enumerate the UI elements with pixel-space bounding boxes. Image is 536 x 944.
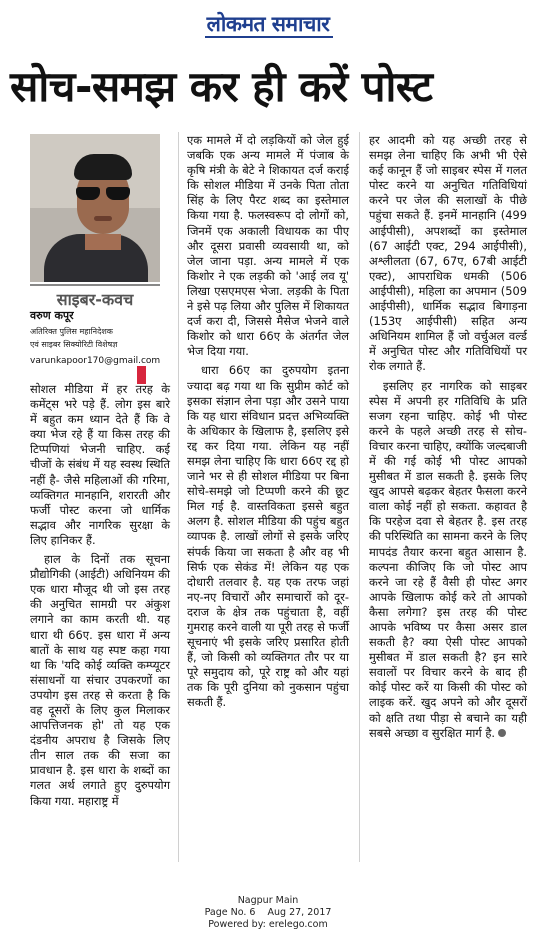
paragraph: एक मामले में दो लड़कियों को जेल हुई जबकि एक अन्य मामले में पंजाब के कृषि मंत्री के बेटे ने शिकायत दर्ज कराई कि सोशल मीडिया में उनके पिता तोता सिंह के लिए पैरट शब्द का इस्तेमाल किया गया है. फलस्वरूप दो लोगों को, जिनमें एक अकाली विधायक का पीए और दूसरा प्रवासी व्यवसायी था, को जेल जाना पड़ा. अन्य मामले में एक किशोर ने एक लड़की को 'आई लव यू' लिखा एसएमएस भेजा. लड़की के पिता ने इसे पढ़ लिया और पुलिस में शिकायत दर्ज करा दी, जिससे मैसेज भेजने वाले किशोर को धारा 66ए के अंतर्गत जेल भेज दिया गया. — [187, 133, 349, 359]
edition-name: Nagpur Main — [237, 895, 299, 906]
article-column-2 — [187, 133, 349, 711]
author-email: varunkapoor170@gmail.com — [30, 356, 161, 366]
author-role-line1: अतिरिक्त पुलिस महानिदेशक — [30, 327, 113, 336]
paragraph: हाल के दिनों तक सूचना प्रौद्योगिकी (आईटी) अधिनियम की एक धारा मौजूद थी जो इस तरह की अनुचित सामग्री पर अंकुश लगाने का काम करती थी. यह धारा थी 66ए. इस धारा में अन्य बातों के साथ यह स्पष्ट कहा गया था कि 'यदि कोई व्यक्ति कम्प्यूटर संसाधनों या संचार उपकरणों का उपयोग इस तरह से करता है कि वह दूसरों के लिए कुल मिलाकर आपत्तिजनक हो' तो यह एक दंडनीय अपराध है जिसके लिए तीन साल तक की सजा का प्रावधान है. इस धारा के शब्दों का गलत अर्थ लगाते हुए दुरुपयोग किया गया. महाराष्ट्र में — [30, 552, 170, 808]
page-and-date: Page No. 6 Aug 27, 2017 — [204, 907, 332, 918]
author-role-line2: एवं साइबर सिक्योरिटी विशेषज्ञ — [30, 340, 118, 349]
author-name: वरुण कपूर — [30, 309, 74, 322]
page-footer — [0, 895, 536, 931]
column-divider — [178, 132, 179, 862]
end-of-article-icon — [498, 729, 506, 737]
column-kicker: साइबर-कवच — [30, 284, 160, 310]
powered-by: Powered by: erelego.com — [208, 919, 328, 930]
paragraph: हर आदमी को यह अच्छी तरह से समझ लेना चाहिए कि अभी भी ऐसे कई कानून हैं जो साइबर स्पेस में गलत पोस्ट करने या अनुचित गतिविधियां करने पर जेल की सलाखों के पीछे पहुंचा सकते हैं. इनमें मानहानि (499 आईपीसी), अपशब्दों का इस्तेमाल (67 आईटी एक्ट, 294 आईपीसी), अश्लीलता (67, 67ए, 67बी आईटी एक्ट), आपराधिक धमकी (506 आईपीसी), महिला का अपमान (509 आईपीसी), धार्मिक सद्भाव बिगाड़ना (153ए आईपीसी) सहित अन्य अधिनियम शामिल हैं जो वर्चुअल वर्ल्ड में अनुचित पोस्ट और गतिविधियों पर रोक लगाते हैं. — [369, 133, 527, 374]
column-divider — [359, 132, 360, 862]
article-column-3 — [369, 133, 527, 741]
paragraph: सोशल मीडिया में हर तरह के कमेंट्स भरे पड़े हैं. लोग इस बारे में बहुत कम ध्यान देते हैं कि वे क्या भेज रहे हैं या किस तरह की टिप्पणियां भेजनी चाहिए. कई चीजों के संबंध में यह स्वस्थ स्थिति नहीं है- जैसे महिलाओं की गरिमा, व्यक्तिगत मानहानि, शरारती और फर्जी पोस्ट करना जो धार्मिक सद्भाव और नागरिक सुरक्षा के लिए हानिकर हैं. — [30, 382, 170, 547]
masthead — [0, 0, 536, 42]
newspaper-logo: लोकमत समाचार — [206, 12, 330, 36]
paragraph — [369, 379, 527, 741]
author-photo — [30, 134, 160, 282]
paragraph: धारा 66ए का दुरुपयोग इतना ज्यादा बढ़ गया था कि सुप्रीम कोर्ट को इसका संज्ञान लेना पड़ा और उसने पाया कि यह धारा संविधान प्रदत्त अभिव्यक्ति के अधिकार के खिलाफ है, इसलिए इसे रद्द कर दिया गया. लेकिन यह नहीं समझ लेना चाहिए कि धारा 66ए रद्द हो जाने भर से ही सोशल मीडिया पर बिना सोचे-समझे जो टिप्पणी करने की छूट मिल गई है. वास्तविकता इससे बहुत अलग है. सोशल मीडिया की पहुंच बहुत व्यापक है. लाखों लोगों से इसके जरिए संपर्क किया जा सकता है और वह भी सिर्फ एक सेकंड में! लेकिन यह एक दोधारी तलवार है. यह एक तरफ जहां नए-नए विचारों और समाचारों को दूर-दराज के क्षेत्र तक पहुंचाता है, वहीं गुमराह करने वाली या पूरी तरह से फर्जी सूचनाएं भी इसके जरिए प्रसारित होती हैं, जो किसी को व्यक्तिगत तौर पर या पूरे समुदाय को, पूरे राष्ट्र को और यहां तक कि पूरी दुनिया को नुकसान पहुंचा सकती हैं. — [187, 363, 349, 710]
masthead-underline — [205, 36, 333, 38]
paragraph-text: इसलिए हर नागरिक को साइबर स्पेस में अपनी हर गतिविधि के प्रति सजग रहना चाहिए. कोई भी पोस्ट करने के पहले अच्छी तरह से सोच-विचार करना चाहिए, क्योंकि जल्दबाजी में की गई कोई भी पोस्ट आपको मुसीबत में डाल सकती है. इसके लिए खुद आपसे बढ़कर बेहतर फैसला करने वाला कोई नहीं हो सकता. कहावत है कि परहेज दवा से बेहतर है. इस तरह की परिस्थिति का सामना करने के लिए मापदंड तैयार करना बहुत आसान है. कल्पना कीजिए कि जो पोस्ट आप करने जा रहे हैं वैसी ही पोस्ट अगर आपके खिलाफ कोई करे तो आपको कैसा लगेगा? इस तरह की पोस्ट आपके भविष्य पर कैसा असर डाल सकती है? क्या ऐसी पोस्ट आपको मुसीबत में डाल सकती है? इन सारे सवालों पर विचार करने के बाद ही कोई पोस्ट करें या किसी की पोस्ट को लाइक करें. खुद अपने को और दूसरों को क्षति तथा पीड़ा से बचाने का यही सबसे अच्छा व सुरक्षित मार्ग है. — [369, 378, 528, 740]
article-headline: सोच-समझ कर ही करें पोस्ट — [10, 62, 433, 111]
article-column-1 — [30, 382, 170, 809]
